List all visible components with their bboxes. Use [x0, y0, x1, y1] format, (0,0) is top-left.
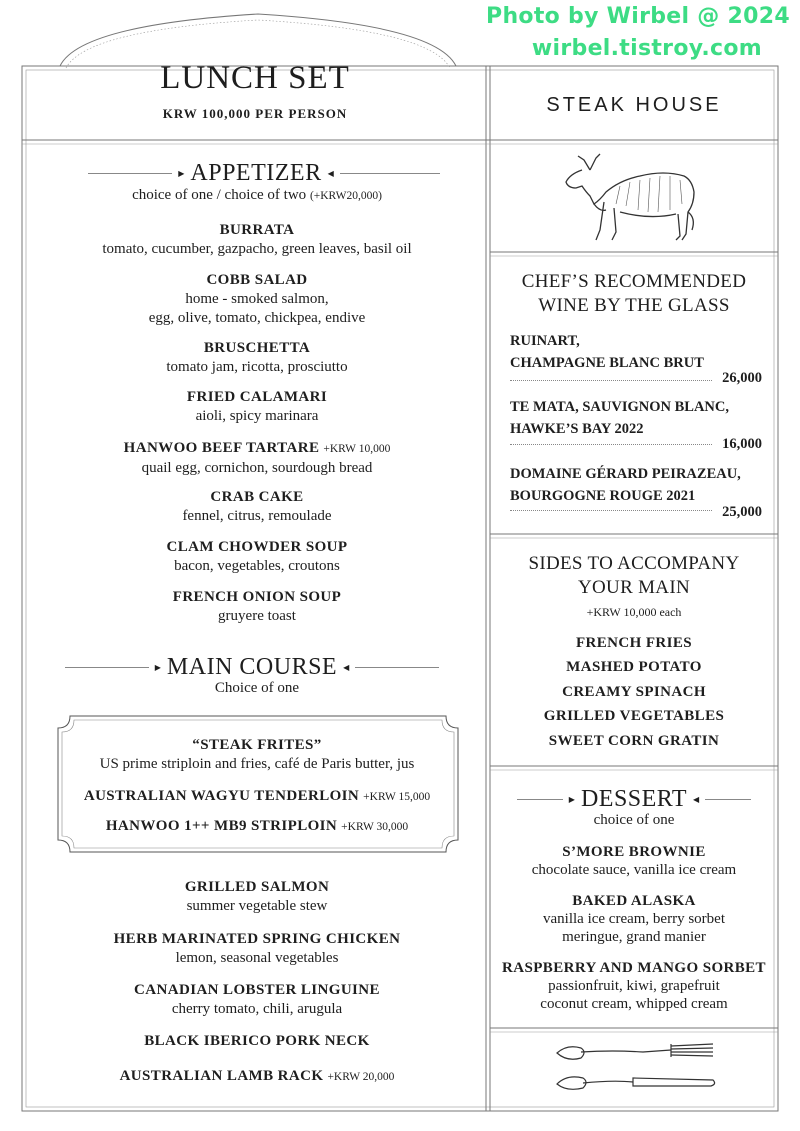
- appetizer-item: COBB SALAD home - smoked salmon, egg, olive, tomato, chickpea, endive: [148, 272, 366, 326]
- wine-price: 25,000: [722, 504, 762, 520]
- appetizer-heading: ▶ APPETIZER ◀: [84, 160, 444, 187]
- appetizer-item: BRUSCHETTA tomato jam, ricotta, prosciutto: [166, 340, 348, 375]
- appetizer-item: FRIED CALAMARI aioli, spicy marinara: [186, 389, 328, 424]
- sides-title: SIDES TO ACCOMPANY YOUR MAIN: [528, 553, 740, 598]
- dessert-subtitle: choice of one: [593, 812, 675, 828]
- featured-option: HANWOO 1++ MB9 STRIPLOIN +KRW 30,000: [105, 818, 409, 834]
- dessert-title: DESSERT: [580, 786, 688, 812]
- wine-item: DOMAINE GÉRARD PEIRAZEAU, BOURGOGNE ROUGE 2021 25,000: [510, 466, 762, 520]
- main-item: BLACK IBERICO PORK NECK: [144, 1033, 370, 1049]
- main-item: HERB MARINATED SPRING CHICKEN lemon, seasonal vegetables: [113, 931, 401, 966]
- appetizer-item: CRAB CAKE fennel, citrus, remoulade: [182, 489, 332, 524]
- side-item: CREAMY SPINACH: [562, 684, 706, 700]
- watermark-line-2: wirbel.tistroy.com: [531, 36, 762, 61]
- main-item: AUSTRALIAN LAMB RACK +KRW 20,000: [119, 1068, 395, 1084]
- main-course-title: MAIN COURSE: [166, 654, 338, 680]
- wine-price: 26,000: [722, 370, 762, 386]
- wine-title: CHEF’S RECOMMENDED WINE BY THE GLASS: [521, 271, 747, 316]
- dessert-heading: ▶ DESSERT ◀: [516, 786, 752, 813]
- appetizer-item: FRENCH ONION SOUP gruyere toast: [172, 589, 342, 624]
- appetizer-item: HANWOO BEEF TARTARE +KRW 10,000 quail egg, cornichon, sourdough bread: [123, 440, 391, 476]
- main-course-heading: ▶ MAIN COURSE ◀: [62, 654, 442, 681]
- dessert-item: S’MORE BROWNIE chocolate sauce, vanilla ice cream: [531, 844, 737, 878]
- appetizer-subtitle: choice of one / choice of two (+KRW20,000): [132, 187, 382, 203]
- set-price: KRW 100,000 PER PERSON: [162, 106, 348, 121]
- main-item: CANADIAN LOBSTER LINGUINE cherry tomato, chili, arugula: [134, 982, 380, 1017]
- cutlery-illustration: [553, 1040, 718, 1100]
- dessert-item: BAKED ALASKA vanilla ice cream, berry sorbet meringue, grand manier: [543, 893, 725, 945]
- wine-price: 16,000: [722, 436, 762, 452]
- sides-price: +KRW 10,000 each: [586, 605, 682, 619]
- brand-name: STEAK HOUSE: [546, 94, 722, 116]
- dessert-item: RASPBERRY AND MANGO SORBET passionfruit, kiwi, grapefruit coconut cream, whipped cream: [502, 960, 766, 1012]
- side-item: SWEET CORN GRATIN: [548, 733, 720, 749]
- side-item: MASHED POTATO: [566, 659, 702, 675]
- main-item: GRILLED SALMON summer vegetable stew: [184, 879, 330, 914]
- featured-option: AUSTRALIAN WAGYU TENDERLOIN +KRW 15,000: [83, 788, 431, 804]
- menu-title: LUNCH SET: [160, 60, 350, 96]
- main-course-subtitle: Choice of one: [214, 680, 300, 696]
- appetizer-item: CLAM CHOWDER SOUP bacon, vegetables, croutons: [166, 539, 348, 574]
- watermark-line-1: Photo by Wirbel @ 2024: [486, 4, 790, 29]
- wine-item: RUINART, CHAMPAGNE BLANC BRUT 26,000: [510, 333, 762, 386]
- bull-illustration: [560, 152, 700, 244]
- appetizer-title: APPETIZER: [190, 160, 322, 186]
- side-item: FRENCH FRIES: [575, 635, 693, 651]
- appetizer-item: BURRATA tomato, cucumber, gazpacho, green leaves, basil oil: [102, 222, 412, 257]
- side-item: GRILLED VEGETABLES: [543, 708, 725, 724]
- wine-item: TE MATA, SAUVIGNON BLANC, HAWKE’S BAY 2022 16,000: [510, 399, 762, 452]
- featured-main: “STEAK FRITES” US prime striploin and fries, café de Paris butter, jus: [99, 737, 415, 772]
